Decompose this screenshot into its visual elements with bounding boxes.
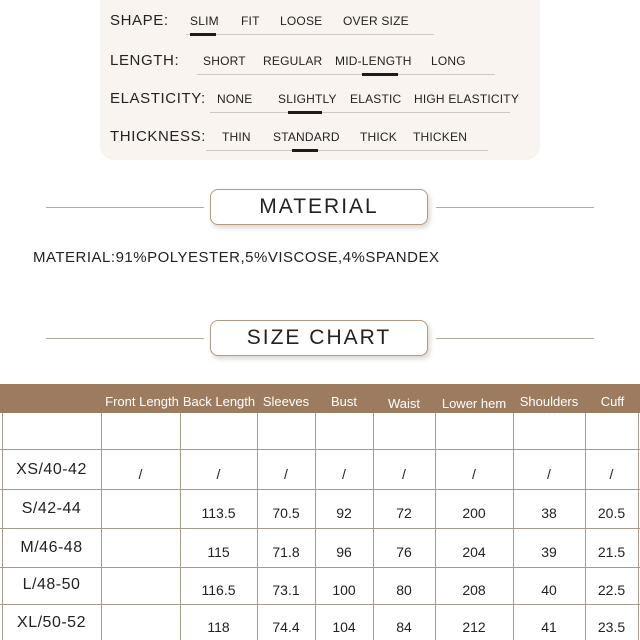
table-cell: 21.5 <box>597 544 626 560</box>
attr-divider <box>210 112 510 113</box>
table-cell: 80 <box>396 582 412 598</box>
table-cell: / <box>472 466 476 482</box>
size-label: S/42-44 <box>21 500 82 517</box>
attr-option-slim: SLIM <box>190 14 219 28</box>
size-label: XS/40-42 <box>16 461 87 478</box>
attr-divider <box>197 74 495 75</box>
selected-indicator-thickness <box>292 149 318 152</box>
grid-line <box>585 413 586 640</box>
table-cell: 92 <box>336 505 352 521</box>
section-divider-left <box>46 338 204 339</box>
grid-line <box>2 413 3 640</box>
size-label: M/46-48 <box>20 539 83 556</box>
section-divider-right <box>436 338 594 339</box>
column-header-sleeves: Sleeves <box>262 394 310 409</box>
section-title-size-chart: SIZE CHART <box>210 320 428 356</box>
table-cell: / <box>284 466 288 482</box>
table-cell: 72 <box>396 505 412 521</box>
table-cell: 73.1 <box>272 582 300 598</box>
attr-option-none: NONE <box>217 92 253 106</box>
column-header-back-length: Back Length <box>182 394 256 409</box>
attr-row-elasticity <box>100 88 540 112</box>
table-cell: 200 <box>462 505 486 521</box>
attribute-panel <box>100 0 540 160</box>
table-cell: 204 <box>462 544 486 560</box>
attr-row-length <box>100 50 540 74</box>
material-composition-text: MATERIAL:91%POLYESTER,5%VISCOSE,4%SPANDEX <box>33 249 440 266</box>
table-cell: / <box>402 466 406 482</box>
attr-label-elasticity: ELASTICITY: <box>110 90 206 107</box>
attr-option-fit: FIT <box>241 14 260 28</box>
attr-divider <box>186 34 434 35</box>
table-cell: 70.5 <box>272 505 300 521</box>
grid-line <box>101 413 102 640</box>
attr-divider <box>206 150 488 151</box>
attr-option-mid-length: MID-LENGTH <box>335 54 412 68</box>
attr-label-shape: SHAPE: <box>110 12 169 29</box>
selected-indicator-length <box>362 73 398 76</box>
grid-line <box>0 567 640 568</box>
selected-indicator-elasticity <box>288 111 322 114</box>
attr-label-length: LENGTH: <box>110 52 180 69</box>
size-table <box>0 413 640 640</box>
attr-option-elastic: ELASTIC <box>350 92 402 106</box>
size-label: XL/50-52 <box>17 614 86 631</box>
grid-line <box>315 413 316 640</box>
section-title-material: MATERIAL <box>210 189 428 225</box>
table-cell: 23.5 <box>597 619 626 635</box>
table-cell: / <box>342 466 346 482</box>
grid-line <box>0 489 640 490</box>
attr-row-thickness <box>100 126 540 150</box>
table-cell: 113.5 <box>201 505 236 521</box>
table-cell: / <box>216 466 221 482</box>
table-cell: 84 <box>396 619 412 635</box>
table-cell: 118 <box>207 619 230 635</box>
table-cell: / <box>547 466 551 482</box>
table-cell: 40 <box>541 582 557 598</box>
column-header-front-length: Front Length <box>105 394 179 409</box>
grid-line <box>435 413 436 640</box>
table-cell: 115 <box>207 544 230 560</box>
grid-line <box>373 413 374 640</box>
table-cell: 76 <box>396 544 412 560</box>
table-cell: 74.4 <box>272 619 300 635</box>
table-cell: / <box>609 466 614 482</box>
attr-option-thicken: THICKEN <box>413 130 468 144</box>
grid-line <box>513 413 514 640</box>
column-header-waist: Waist <box>387 396 421 411</box>
table-cell: 39 <box>541 544 557 560</box>
attr-option-thin: THIN <box>222 130 251 144</box>
attr-option-slightly: SLIGHTLY <box>278 92 337 106</box>
column-header-bust: Bust <box>330 394 357 409</box>
grid-line <box>0 528 640 529</box>
attr-option-standard: STANDARD <box>273 130 340 144</box>
attr-option-high-elasticity: HIGH ELASTICITY <box>414 92 520 106</box>
attr-option-long: LONG <box>431 54 466 68</box>
grid-line <box>0 449 640 450</box>
column-header-lower-hem: Lower hem <box>441 396 507 411</box>
table-cell: 100 <box>332 582 356 598</box>
table-cell: 116.5 <box>201 582 236 598</box>
table-cell: 212 <box>462 619 486 635</box>
attr-option-short: SHORT <box>203 54 246 68</box>
grid-line <box>638 413 639 640</box>
selected-indicator-shape <box>190 33 216 36</box>
attr-option-regular: REGULAR <box>263 54 323 68</box>
attr-option-loose: LOOSE <box>280 14 323 28</box>
grid-line <box>257 413 258 640</box>
attr-label-thickness: THICKNESS: <box>110 128 207 145</box>
table-cell: 71.8 <box>272 544 300 560</box>
attr-option-thick: THICK <box>360 130 397 144</box>
grid-line <box>180 413 181 640</box>
table-cell: 41 <box>541 619 557 635</box>
table-cell: 22.5 <box>597 582 626 598</box>
table-cell: 38 <box>541 505 557 521</box>
table-cell: 96 <box>336 544 352 560</box>
table-cell: / <box>138 466 143 482</box>
attr-row-shape <box>100 10 540 34</box>
column-header-shoulders: Shoulders <box>519 394 579 409</box>
table-cell: 20.5 <box>597 505 626 521</box>
section-divider-left <box>46 207 204 208</box>
attr-option-over-size: OVER SIZE <box>343 14 409 28</box>
column-header-cuff: Cuff <box>600 394 625 409</box>
section-divider-right <box>436 207 594 208</box>
table-cell: 104 <box>332 619 356 635</box>
size-label: L/48-50 <box>22 576 81 593</box>
grid-line <box>0 604 640 605</box>
table-cell: 208 <box>462 582 486 598</box>
